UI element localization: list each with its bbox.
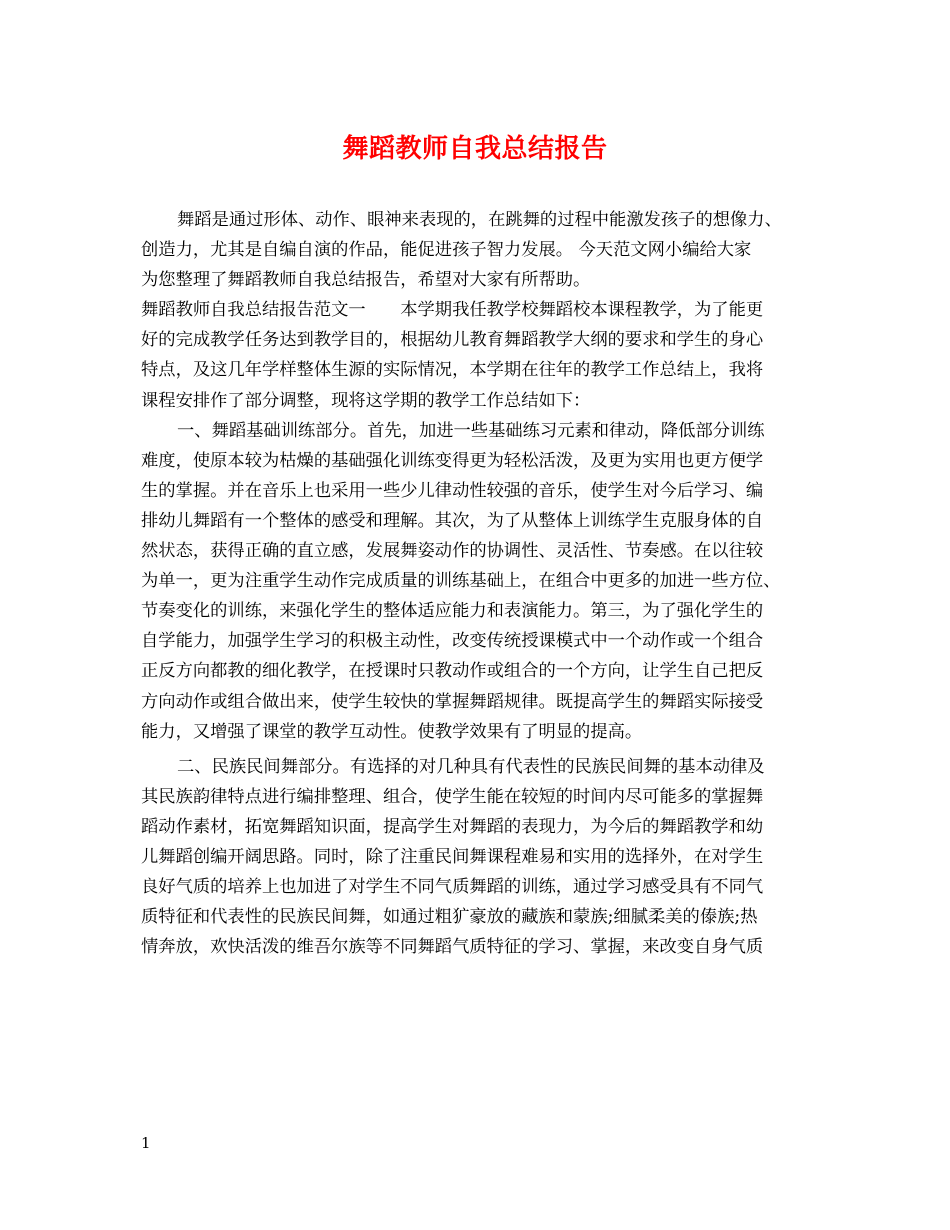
document-body <box>141 205 831 962</box>
page-number: 1 <box>141 1134 151 1152</box>
paragraph-line: 创造力，尤其是自编自演的作品，能促进孩子智力发展。 今天范文网小编给大家 <box>141 240 752 261</box>
paragraph-line: 节奏变化的训练，来强化学生的整体适应能力和表演能力。第三，为了强化学生的 <box>141 601 764 622</box>
paragraph-line: 舞蹈是通过形体、动作、眼神来表现的，在跳舞的过程中能激发孩子的想像力、 <box>177 210 782 230</box>
document-title: 舞蹈教师自我总结报告 <box>342 134 608 164</box>
paragraph-line: 蹈动作素材，拓宽舞蹈知识面，提高学生对舞蹈的表现力，为今后的舞蹈教学和幼 <box>141 816 764 837</box>
paragraph-line: 生的掌握。并在音乐上也采用一些少儿律动性较强的音乐，使学生对今后学习、编 <box>141 480 764 501</box>
paragraph-line: 排幼儿舞蹈有一个整体的感受和理解。其次，为了从整体上训练学生克服身体的自 <box>141 510 764 531</box>
paragraph-line: 情奔放，欢快活泼的维吾尔族等不同舞蹈气质特征的学习、掌握，来改变自身气质 <box>141 937 764 958</box>
paragraph-line: 正反方向都教的细化教学，在授课时只教动作或组合的一个方向，让学生自己把反 <box>141 661 764 682</box>
paragraph-line: 特点，及这几年学样整体生源的实际情况，本学期在往年的教学工作总结上，我将 <box>141 360 764 381</box>
paragraph-line: 自学能力，加强学生学习的积极主动性，改变传统授课模式中一个动作或一个组合 <box>141 631 764 652</box>
paragraph-line: 儿舞蹈创编开阔思路。同时，除了注重民间舞课程难易和实用的选择外，在对学生 <box>141 846 764 867</box>
paragraph-line: 二、民族民间舞部分。有选择的对几种具有代表性的民族民间舞的基本动律及 <box>177 756 765 777</box>
paragraph-line: 难度，使原本较为枯燥的基础强化训练变得更为轻松活泼，及更为实用也更方便学 <box>141 450 764 471</box>
paragraph-line: 课程安排作了部分调整，现将这学期的教学工作总结如下： <box>141 390 591 411</box>
paragraph-line: 质特征和代表性的民族民间舞，如通过粗犷豪放的藏族和蒙族;细腻柔美的傣族;热 <box>141 907 758 928</box>
paragraph-line: 其民族韵律特点进行编排整理、组合，使学生能在较短的时间内尽可能多的掌握舞 <box>141 786 764 807</box>
paragraph-line: 良好气质的培养上也加进了对学生不同气质舞蹈的训练，通过学习感受具有不同气 <box>141 877 764 898</box>
paragraph-line: 好的完成教学任务达到教学目的，根据幼儿教育舞蹈教学大纲的要求和学生的身心 <box>141 330 764 351</box>
paragraph-line: 然状态，获得正确的直立感，发展舞姿动作的协调性、灵活性、节奏感。在以往较 <box>141 541 764 562</box>
paragraph-line: 能力，又增强了课堂的教学互动性。使教学效果有了明显的提高。 <box>141 721 643 742</box>
paragraph-line: 为您整理了舞蹈教师自我总结报告，希望对大家有所帮助。 <box>141 270 591 291</box>
paragraph-line: 方向动作或组合做出来，使学生较快的掌握舞蹈规律。既提高学生的舞蹈实际接受 <box>141 691 764 712</box>
paragraph-line: 一、舞蹈基础训练部分。首先，加进一些基础练习元素和律动，降低部分训练 <box>177 420 765 441</box>
paragraph-line: 为单一，更为注重学生动作完成质量的训练基础上，在组合中更多的加进一些方位、 <box>141 571 781 592</box>
paragraph-line: 舞蹈教师自我总结报告范文一 本学期我任教学校舞蹈校本课程教学，为了能更 <box>141 300 764 321</box>
